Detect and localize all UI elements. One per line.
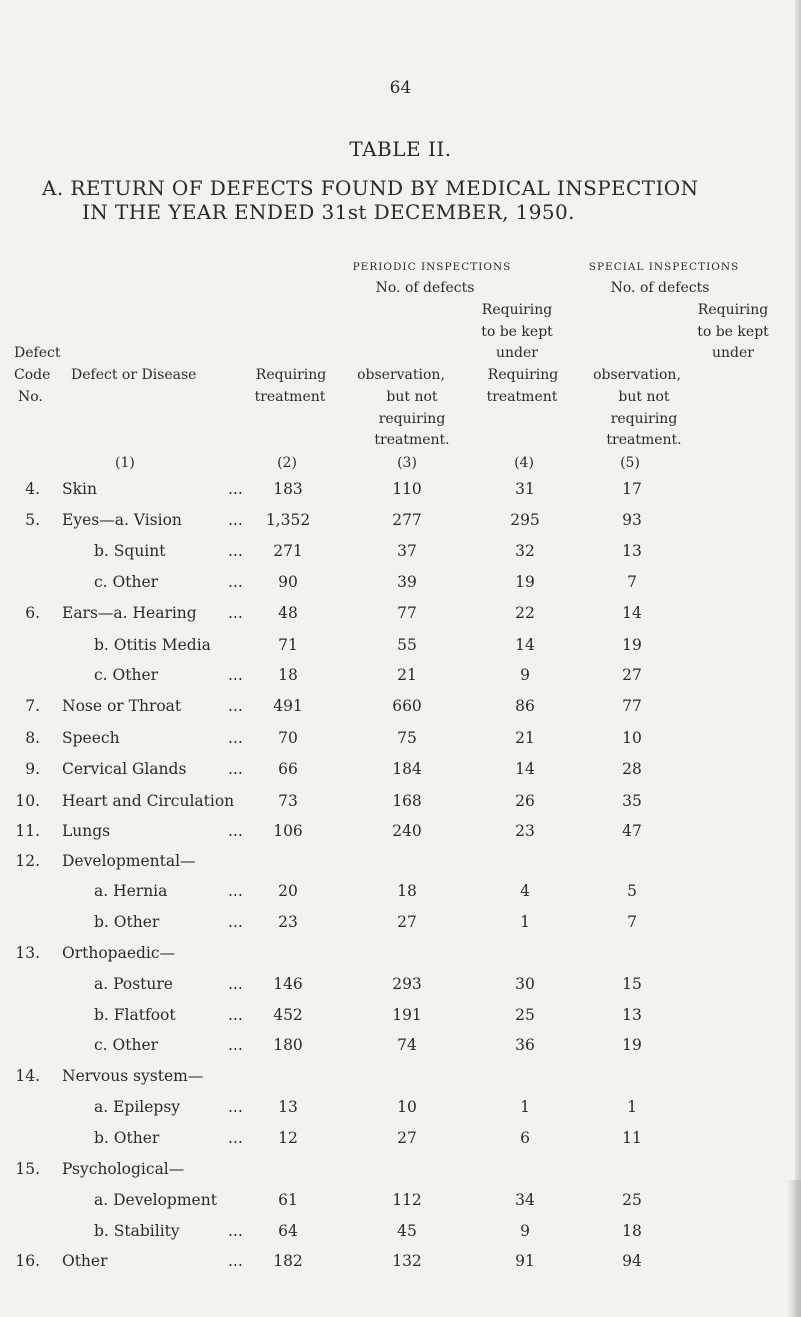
- cell-col3: 21: [397, 666, 417, 684]
- cell-col3: 75: [397, 729, 417, 747]
- row-leader-dots: ...: [228, 975, 243, 993]
- col5-to-be-kept: to be kept: [697, 324, 769, 340]
- cell-col2: 73: [278, 792, 298, 810]
- cell-col5: 5: [627, 882, 637, 900]
- row-label: b. Squint: [94, 542, 166, 560]
- cell-col5: 35: [622, 792, 642, 810]
- col3-under: under: [496, 345, 538, 361]
- special-inspections-header: SPECIAL INSPECTIONS: [588, 261, 740, 273]
- table-row: [0, 1006, 801, 1034]
- col5-requiring: Requiring: [697, 302, 769, 318]
- cell-col2: 64: [278, 1222, 298, 1240]
- cell-col3: 27: [397, 913, 417, 931]
- row-leader-dots: ...: [228, 511, 243, 529]
- cell-col3: 10: [397, 1098, 417, 1116]
- cell-col4: 34: [515, 1191, 535, 1209]
- cell-col2: 23: [278, 913, 298, 931]
- cell-col3: 110: [392, 480, 422, 498]
- row-leader-dots: ...: [228, 604, 243, 622]
- cell-col2: 271: [273, 542, 303, 560]
- code-header: Code: [14, 367, 51, 383]
- cell-col4: 19: [515, 573, 535, 591]
- row-label: Nose or Throat: [62, 697, 182, 715]
- cell-col2: 66: [278, 760, 298, 778]
- row-label: a. Hernia: [94, 882, 168, 900]
- special-no-of-defects: No. of defects: [610, 280, 710, 296]
- row-leader-dots: ...: [228, 882, 243, 900]
- cell-col4: 4: [520, 882, 530, 900]
- row-label: a. Posture: [94, 975, 173, 993]
- row-label: Cervical Glands: [62, 760, 187, 778]
- table-row: [0, 822, 801, 850]
- row-leader-dots: ...: [228, 1036, 243, 1054]
- cell-col2: 70: [278, 729, 298, 747]
- cell-col3: 37: [397, 542, 417, 560]
- table-row: [0, 852, 801, 880]
- row-code: 14.: [15, 1067, 40, 1085]
- cell-col5: 15: [622, 975, 642, 993]
- cell-col3: 74: [397, 1036, 417, 1054]
- table-row: [0, 604, 801, 632]
- row-leader-dots: ...: [228, 542, 243, 560]
- cell-col4: 14: [515, 760, 535, 778]
- cell-col5: 93: [622, 511, 642, 529]
- col3-but-not: but not: [386, 389, 438, 405]
- cell-col4: 25: [515, 1006, 535, 1024]
- cell-col3: 184: [392, 760, 422, 778]
- cell-col4: 1: [520, 913, 530, 931]
- row-label: Lungs: [62, 822, 111, 840]
- row-label: b. Otitis Media: [94, 636, 211, 654]
- row-label: b. Other: [94, 913, 160, 931]
- col5-treatment-dot: treatment.: [606, 432, 682, 448]
- cell-col3: 293: [392, 975, 422, 993]
- row-leader-dots: ...: [228, 480, 243, 498]
- row-label: c. Other: [94, 573, 159, 591]
- cell-col4: 1: [520, 1098, 530, 1116]
- cell-col2: 12: [278, 1129, 298, 1147]
- cell-col5: 14: [622, 604, 642, 622]
- cell-col4: 86: [515, 697, 535, 715]
- row-code: 5.: [25, 511, 40, 529]
- col4-requiring: Requiring: [487, 367, 559, 383]
- cell-col3: 132: [392, 1252, 422, 1270]
- cell-col4: 9: [520, 1222, 530, 1240]
- table-row: [0, 1098, 801, 1126]
- cell-col2: 20: [278, 882, 298, 900]
- cell-col3: 168: [392, 792, 422, 810]
- col3-to-be-kept: to be kept: [481, 324, 553, 340]
- cell-col2: 146: [273, 975, 303, 993]
- cell-col3: 77: [397, 604, 417, 622]
- cell-col5: 13: [622, 542, 642, 560]
- cell-col3: 39: [397, 573, 417, 591]
- table-row: [0, 666, 801, 694]
- cell-col2: 71: [278, 636, 298, 654]
- cell-col2: 491: [273, 697, 303, 715]
- row-leader-dots: ...: [228, 697, 243, 715]
- cell-col4: 295: [510, 511, 540, 529]
- cell-col4: 30: [515, 975, 535, 993]
- cell-col5: 19: [622, 1036, 642, 1054]
- table-row: [0, 1160, 801, 1188]
- heading-line-2: IN THE YEAR ENDED 31st DECEMBER, 1950.: [82, 200, 575, 224]
- col3-observation: observation,: [357, 367, 445, 383]
- cell-col4: 22: [515, 604, 535, 622]
- cell-col5: 7: [627, 913, 637, 931]
- table-row: [0, 1036, 801, 1064]
- heading-line-1: A. RETURN OF DEFECTS FOUND BY MEDICAL INSPECTION: [42, 176, 699, 200]
- col3-number: (3): [397, 455, 417, 471]
- cell-col5: 27: [622, 666, 642, 684]
- table-title: TABLE II.: [349, 137, 452, 161]
- cell-col4: 6: [520, 1129, 530, 1147]
- table-row: [0, 1191, 801, 1219]
- col5-under: under: [712, 345, 754, 361]
- table-row: [0, 1252, 801, 1280]
- row-code: 11.: [15, 822, 40, 840]
- row-code: 16.: [15, 1252, 40, 1270]
- row-leader-dots: ...: [228, 729, 243, 747]
- cell-col5: 1: [627, 1098, 637, 1116]
- col1-number: (1): [115, 455, 135, 471]
- cell-col3: 112: [392, 1191, 422, 1209]
- row-label: a. Epilepsy: [94, 1098, 181, 1116]
- cell-col2: 90: [278, 573, 298, 591]
- cell-col4: 36: [515, 1036, 535, 1054]
- row-leader-dots: ...: [228, 1129, 243, 1147]
- table-row: [0, 729, 801, 757]
- cell-col5: 17: [622, 480, 642, 498]
- table-row: [0, 760, 801, 788]
- cell-col2: 48: [278, 604, 298, 622]
- col2-treatment: treatment: [254, 389, 326, 405]
- row-code: 15.: [15, 1160, 40, 1178]
- table-row: [0, 913, 801, 941]
- row-label: c. Other: [94, 1036, 159, 1054]
- page-number: 64: [389, 78, 412, 98]
- cell-col2: 13: [278, 1098, 298, 1116]
- row-label: a. Development: [94, 1191, 217, 1209]
- cell-col4: 32: [515, 542, 535, 560]
- cell-col5: 25: [622, 1191, 642, 1209]
- cell-col3: 191: [392, 1006, 422, 1024]
- cell-col3: 45: [397, 1222, 417, 1240]
- row-leader-dots: ...: [228, 1006, 243, 1024]
- row-label: Eyes—a. Vision: [62, 511, 182, 529]
- cell-col3: 240: [392, 822, 422, 840]
- cell-col2: 452: [273, 1006, 303, 1024]
- row-label: Skin: [62, 480, 97, 498]
- row-label: b. Stability: [94, 1222, 180, 1240]
- cell-col2: 1,352: [265, 511, 311, 529]
- row-leader-dots: ...: [228, 573, 243, 591]
- row-code: 13.: [15, 944, 40, 962]
- cell-col2: 183: [273, 480, 303, 498]
- row-code: 10.: [15, 792, 40, 810]
- cell-col4: 91: [515, 1252, 535, 1270]
- row-label: b. Other: [94, 1129, 160, 1147]
- cell-col2: 182: [273, 1252, 303, 1270]
- cell-col4: 14: [515, 636, 535, 654]
- table-row: [0, 511, 801, 539]
- cell-col5: 11: [622, 1129, 642, 1147]
- table-row: [0, 792, 801, 820]
- cell-col2: 106: [273, 822, 303, 840]
- row-leader-dots: ...: [228, 822, 243, 840]
- row-leader-dots: ...: [228, 1252, 243, 1270]
- cell-col4: 9: [520, 666, 530, 684]
- cell-col5: 19: [622, 636, 642, 654]
- col2-requiring: Requiring: [255, 367, 327, 383]
- col2-number: (2): [277, 455, 297, 471]
- cell-col4: 21: [515, 729, 535, 747]
- col5-requiring-lc: requiring: [610, 411, 678, 427]
- table-row: [0, 1222, 801, 1250]
- table-row: [0, 573, 801, 601]
- col4-number: (4): [514, 455, 534, 471]
- cell-col5: 28: [622, 760, 642, 778]
- periodic-no-of-defects: No. of defects: [375, 280, 475, 296]
- table-row: [0, 542, 801, 570]
- table-row: [0, 944, 801, 972]
- periodic-inspections-header: PERIODIC INSPECTIONS: [352, 261, 512, 273]
- row-label: Speech: [62, 729, 120, 747]
- row-code: 4.: [25, 480, 40, 498]
- col3-treatment-dot: treatment.: [374, 432, 450, 448]
- row-code: 7.: [25, 697, 40, 715]
- defect-header: Defect: [14, 345, 61, 361]
- row-label: Orthopaedic—: [62, 944, 176, 962]
- table-row: [0, 975, 801, 1003]
- cell-col3: 55: [397, 636, 417, 654]
- col3-requiring-lc: requiring: [378, 411, 446, 427]
- table-row: [0, 882, 801, 910]
- col3-requiring: Requiring: [481, 302, 553, 318]
- cell-col5: 10: [622, 729, 642, 747]
- row-label: c. Other: [94, 666, 159, 684]
- row-label: Other: [62, 1252, 108, 1270]
- cell-col3: 27: [397, 1129, 417, 1147]
- table-row: [0, 1067, 801, 1095]
- row-code: 9.: [25, 760, 40, 778]
- cell-col2: 61: [278, 1191, 298, 1209]
- row-label: b. Flatfoot: [94, 1006, 176, 1024]
- row-label: Developmental—: [62, 852, 196, 870]
- defect-or-disease-header: Defect or Disease: [71, 367, 197, 383]
- col4-treatment: treatment: [486, 389, 558, 405]
- row-leader-dots: ...: [228, 913, 243, 931]
- cell-col5: 94: [622, 1252, 642, 1270]
- table-row: [0, 697, 801, 725]
- cell-col4: 26: [515, 792, 535, 810]
- cell-col5: 77: [622, 697, 642, 715]
- row-label: Nervous system—: [62, 1067, 204, 1085]
- row-label: Psychological—: [62, 1160, 185, 1178]
- cell-col5: 47: [622, 822, 642, 840]
- table-row: [0, 636, 801, 664]
- row-label: Ears—a. Hearing: [62, 604, 197, 622]
- row-leader-dots: ...: [228, 666, 243, 684]
- cell-col2: 180: [273, 1036, 303, 1054]
- row-label: Heart and Circulation: [62, 792, 235, 810]
- row-leader-dots: ...: [228, 1222, 243, 1240]
- table-row: [0, 1129, 801, 1157]
- col5-observation: observation,: [593, 367, 681, 383]
- row-code: 12.: [15, 852, 40, 870]
- row-leader-dots: ...: [228, 1098, 243, 1116]
- row-code: 8.: [25, 729, 40, 747]
- no-header: No.: [18, 389, 43, 405]
- cell-col4: 23: [515, 822, 535, 840]
- row-leader-dots: ...: [228, 760, 243, 778]
- cell-col3: 18: [397, 882, 417, 900]
- cell-col5: 18: [622, 1222, 642, 1240]
- cell-col3: 277: [392, 511, 422, 529]
- cell-col5: 13: [622, 1006, 642, 1024]
- col5-number: (5): [620, 455, 640, 471]
- table-row: [0, 480, 801, 508]
- cell-col5: 7: [627, 573, 637, 591]
- cell-col4: 31: [515, 480, 535, 498]
- cell-col2: 18: [278, 666, 298, 684]
- cell-col3: 660: [392, 697, 422, 715]
- row-code: 6.: [25, 604, 40, 622]
- col5-but-not: but not: [618, 389, 670, 405]
